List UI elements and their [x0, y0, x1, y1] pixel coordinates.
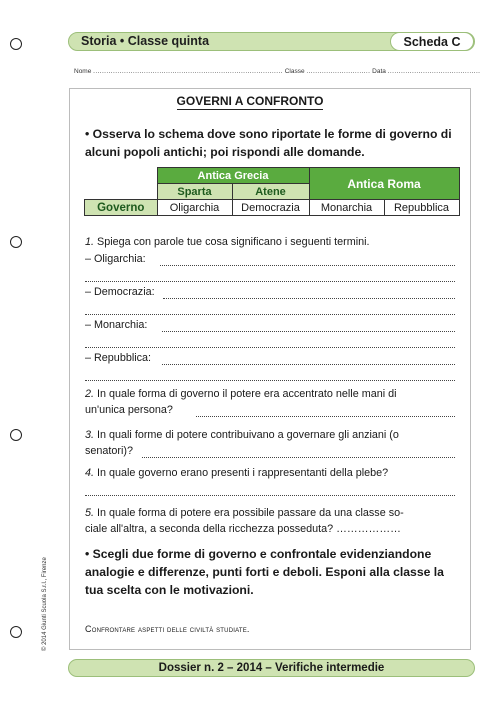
answer-line[interactable]	[163, 297, 455, 299]
answer-line[interactable]	[162, 363, 455, 365]
answer-line[interactable]	[160, 264, 455, 266]
table-header-rome: Antica Roma	[309, 168, 459, 200]
question-5-cont: ciale all'altra, a seconda della ricchezza posseduta? ………………	[85, 523, 401, 535]
table-row-label: Governo	[85, 200, 158, 216]
table-cell: Repubblica	[384, 200, 459, 216]
term-monarchia: – Monarchia:	[85, 319, 148, 331]
answer-line[interactable]	[85, 346, 455, 348]
term-repubblica: – Repubblica:	[85, 352, 152, 364]
page-title: GOVERNI A CONFRONTO	[176, 94, 324, 108]
sheet-label: Scheda C	[390, 32, 474, 51]
table-header-greece: Antica Grecia	[157, 168, 309, 184]
answer-line[interactable]	[85, 379, 455, 381]
answer-line[interactable]	[85, 313, 455, 315]
punch-hole-icon	[10, 38, 22, 50]
punch-hole-icon	[10, 236, 22, 248]
header-subject: Storia • Classe quinta	[81, 34, 210, 48]
question-5: 5. In quale forma di potere era possibile passare da una classe so-	[85, 507, 404, 519]
table-cell: Democrazia	[232, 200, 309, 216]
question-2: 2. In quale forma di governo il potere era accentrato nelle mani di	[85, 388, 397, 400]
term-democrazia: – Democrazia:	[85, 286, 155, 298]
government-table	[84, 167, 460, 216]
answer-line[interactable]	[85, 280, 455, 282]
table-cell: Monarchia	[309, 200, 384, 216]
answer-line[interactable]	[142, 456, 455, 458]
table-header-sparta: Sparta	[157, 184, 232, 200]
date-field[interactable]: ..........................................	[387, 68, 481, 75]
class-field[interactable]: .............................	[306, 68, 371, 75]
term-oligarchia: – Oligarchia:	[85, 253, 146, 265]
answer-line[interactable]	[85, 494, 455, 496]
class-label: Classe	[284, 68, 305, 75]
punch-hole-icon	[10, 429, 22, 441]
header-bar	[68, 32, 475, 51]
table-header-atene: Atene	[232, 184, 309, 200]
instruction-1: • Osserva lo schema dove sono riportate le forme di governo di alcuni popoli antichi; poi rispondi alle domande.	[85, 127, 452, 159]
name-field[interactable]: ......................................................................................	[93, 68, 283, 75]
question-3-cont: senatori)?	[85, 445, 134, 457]
table-cell: Oligarchia	[157, 200, 232, 216]
question-2-cont: un'unica persona?	[85, 404, 173, 416]
date-label: Data	[372, 68, 386, 75]
question-3: 3. In quali forme di potere contribuivano a governare gli anziani (o	[85, 429, 399, 441]
name-label: Nome	[74, 68, 92, 75]
student-fields	[74, 68, 481, 75]
question-1: 1. Spiega con parole tue cosa significano i seguenti termini.	[85, 236, 370, 248]
copyright-notice: © 2014 Giunti Scuola S.r.l., Firenze	[42, 557, 48, 651]
answer-line[interactable]	[196, 415, 455, 417]
footer-bar: Dossier n. 2 – 2014 – Verifiche intermedie	[68, 659, 475, 677]
question-4: 4. In quale governo erano presenti i rappresentanti della plebe?	[85, 467, 389, 479]
punch-hole-icon	[10, 626, 22, 638]
answer-line[interactable]	[162, 330, 455, 332]
learning-objective: Confrontare aspetti delle civiltà studiate.	[85, 624, 250, 634]
instruction-2: • Scegli due forme di governo e confrontale evidenziandone analogie e differenze, punti forti e deboli. Esponi alla classe la tua scelta con le motivazioni.	[85, 547, 444, 597]
